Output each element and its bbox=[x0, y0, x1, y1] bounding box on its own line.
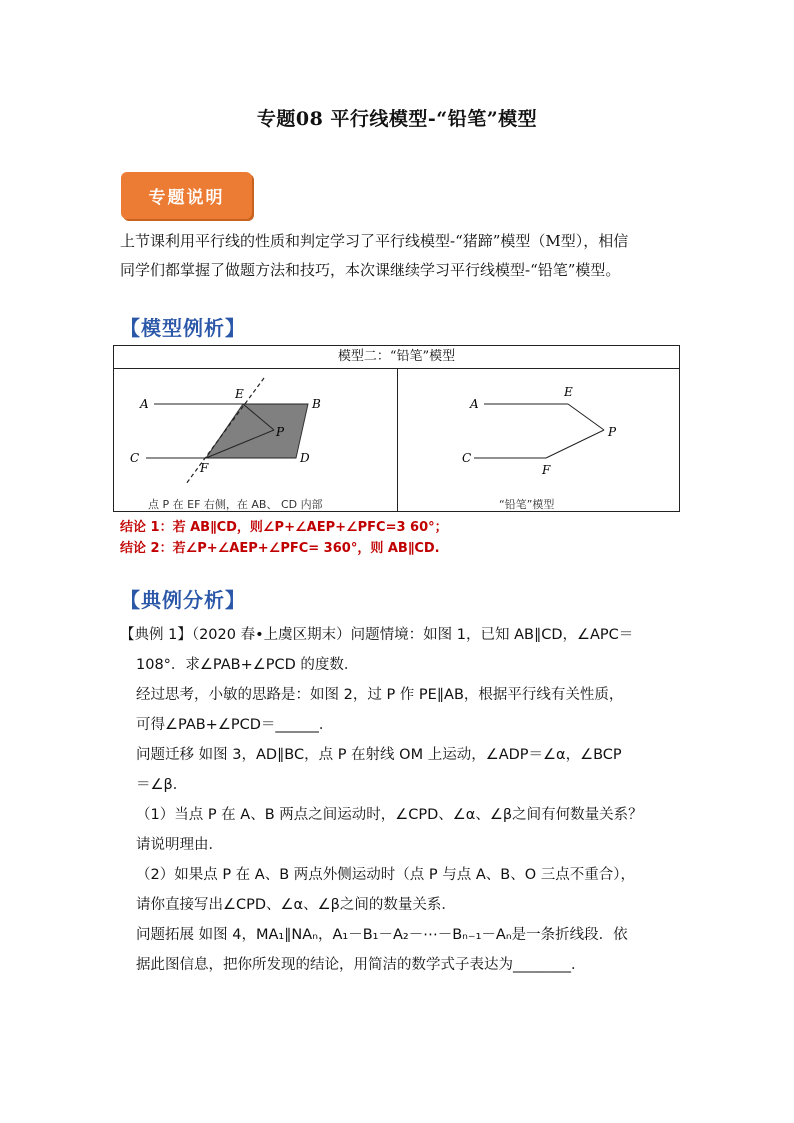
label-c: C bbox=[462, 451, 472, 465]
left-caption: 点 P 在 EF 右侧，在 AB、 CD 内部 bbox=[148, 498, 323, 511]
label-e: E bbox=[235, 387, 244, 401]
shaded-region bbox=[206, 404, 308, 458]
label-b: B bbox=[312, 397, 321, 411]
conclusion-2: 结论 2：若∠P+∠AEP+∠PFC= 360°，则 AB∥CD. bbox=[120, 541, 440, 556]
example-line: 108°．求∠PAB+∠PCD 的度数． bbox=[136, 657, 359, 673]
example-line: ＝∠β． bbox=[136, 777, 188, 793]
intro-line-2: 同学们都掌握了做题方法和技巧，本次课继续学习平行线模型-“铅笔”模型。 bbox=[120, 261, 621, 279]
example-line: 【典例 1】（2020 春•上虞区期末）问题情境：如图 1，已知 AB∥CD，∠APC＝ bbox=[120, 627, 634, 643]
example-line: 可得∠PAB+∠PCD＝______． bbox=[136, 717, 334, 733]
example-line: 经过思考，小敏的思路是：如图 2，过 P 作 PE∥AB，根据平行线有关性质， bbox=[136, 687, 624, 703]
example-line: 问题拓展 如图 4，MA₁∥NAₙ，A₁－B₁－A₂－⋯－Bₙ₋₁－Aₙ是一条折线段．依 bbox=[136, 927, 628, 943]
intro-paragraph bbox=[120, 227, 680, 285]
page-title: 专题08 平行线模型-“铅笔”模型 bbox=[256, 108, 538, 130]
example-line: 请你直接写出∠CPD、∠α、∠β之间的数量关系． bbox=[136, 897, 456, 913]
left-figure bbox=[114, 368, 397, 512]
label-a: A bbox=[470, 397, 479, 411]
conclusion-1: 结论 1：若 AB∥CD，则∠P+∠AEP+∠PFC=3 60°； bbox=[120, 520, 448, 535]
right-caption: “铅笔”模型 bbox=[499, 498, 555, 511]
label-e: E bbox=[564, 385, 573, 399]
section-badge: 专题说明 bbox=[121, 172, 252, 219]
segment-ep bbox=[568, 404, 604, 430]
label-f: F bbox=[542, 463, 551, 477]
right-figure bbox=[398, 368, 681, 512]
example-line: （2）如果点 P 在 A、B 两点外侧运动时（点 P 与点 A、B、O 三点不重合）， bbox=[136, 867, 635, 883]
model-table bbox=[113, 345, 680, 512]
example-line: 请说明理由． bbox=[136, 837, 223, 853]
segment-pf bbox=[546, 430, 604, 458]
label-p: P bbox=[608, 425, 617, 439]
table-header: 模型二：“铅笔”模型 bbox=[114, 346, 679, 369]
example-line: 问题迁移 如图 3，AD∥BC，点 P 在射线 OM 上运动，∠ADP＝∠α，∠BCP bbox=[136, 747, 622, 763]
example-body bbox=[120, 620, 685, 980]
example-heading: 【典例分析】 bbox=[120, 588, 246, 612]
intro-line-1: 上节课利用平行线的性质和判定学习了平行线模型-“猪蹄”模型（M型），相信 bbox=[120, 232, 629, 250]
example-line: 据此图信息，把你所发现的结论，用简洁的数学式子表达为________． bbox=[136, 957, 586, 973]
label-f: F bbox=[200, 461, 209, 475]
label-d: D bbox=[300, 451, 310, 465]
model-heading: 【模型例析】 bbox=[120, 316, 246, 340]
label-p: P bbox=[276, 425, 285, 439]
label-c: C bbox=[130, 451, 140, 465]
label-a: A bbox=[140, 397, 149, 411]
example-line: （1）当点 P 在 A、B 两点之间运动时，∠CPD、∠α、∠β之间有何数量关系？ bbox=[136, 807, 643, 823]
